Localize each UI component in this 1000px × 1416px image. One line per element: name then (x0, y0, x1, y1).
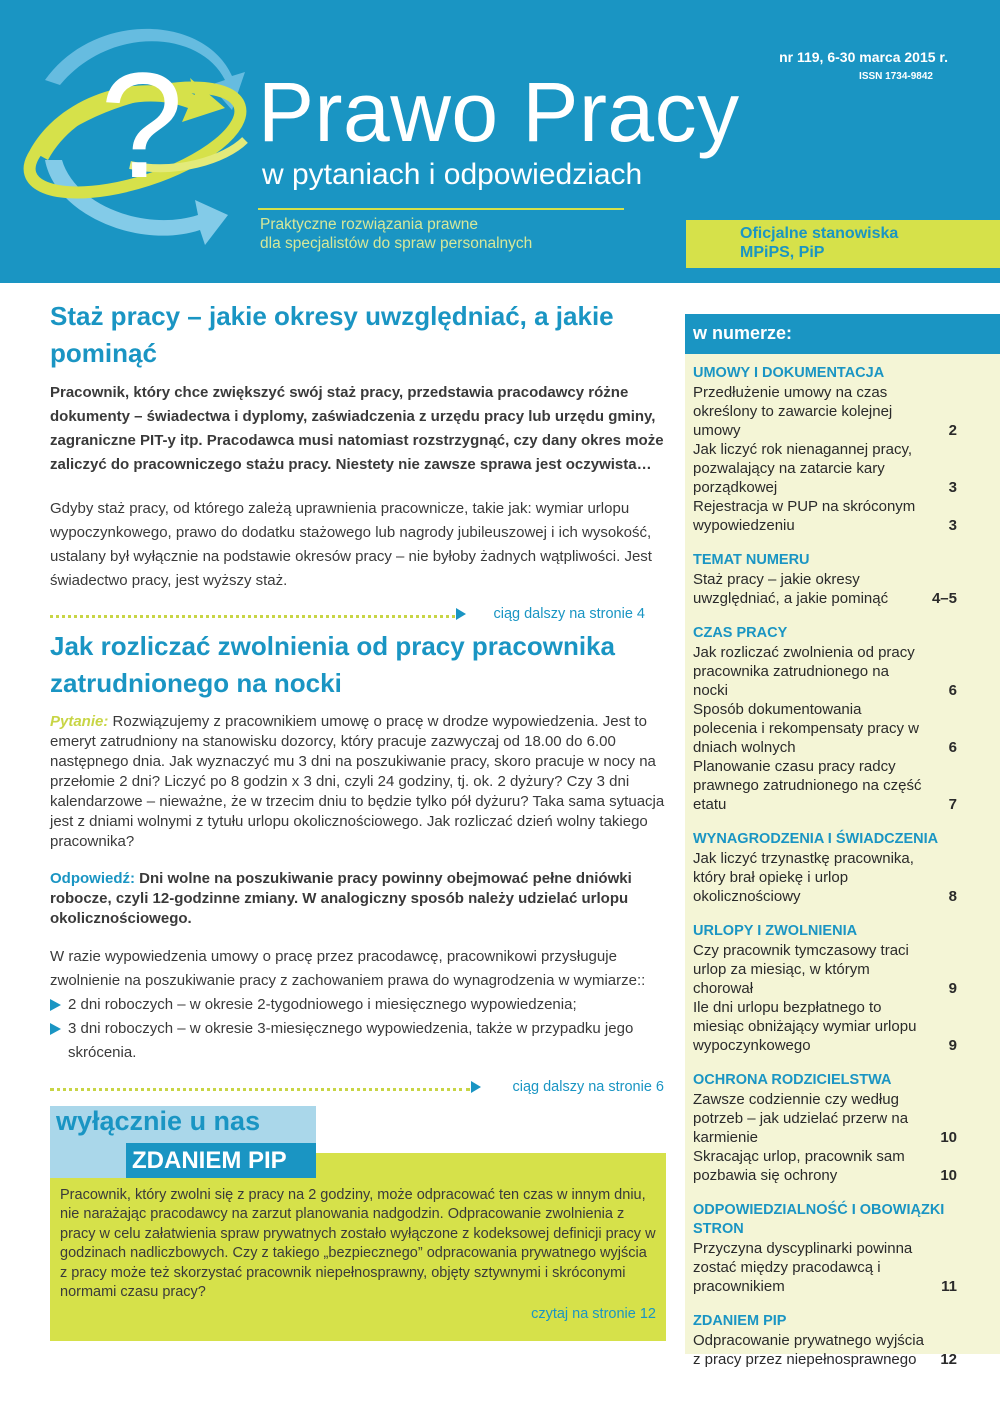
toc-item[interactable] (693, 849, 963, 906)
toc-item[interactable] (693, 941, 963, 998)
sidebar-heading: w numerze: (685, 314, 1000, 354)
article-1-body: Gdyby staż pracy, od którego zależą uprawnienia pracownicze, takie jak: wymiar urlopu wypoczynkowego, prawo do dodatku stażowego lub nagrody jubileuszowej i ich wysokość, ustalany był wyłącznie na podstawie okresów pracy – nie byłoby żadnych wątpliwości. Jest świadectwo pracy, jest wyższy staż. (50, 500, 652, 589)
toc-item-title: Odpracowanie prywatnego wyjścia z pracy przez niepełnosprawnego (693, 1332, 924, 1368)
article-1-continue-link[interactable] (50, 606, 666, 626)
toc-section-title: ODPOWIEDZIALNOŚĆ I OBOWIĄZKI STRON (693, 1202, 945, 1237)
pip-text: Pracownik, który zwolni się z pracy na 2 godziny, może odpracować ten czas w innym dniu, nie narażając pracodawcy na zarzut planowania nadgodzin. Odpracowanie zwolnienia z pracy w celu załatwienia spraw prywatnych zostało wyłączone z kodeksowej definicji pracy w godzinach nadliczbowych. Czy z takiego „bezpiecznego” odpracowania prywatnego wyjścia z pracy może też skorzystać pracownik niepełnosprawny, objęty sztywnymi i skróconymi normami czasu pracy? (60, 1187, 656, 1301)
toc-section-title: UMOWY I DOKUMENTACJA (693, 365, 885, 381)
toc-item-title: Jak liczyć rok nienagannej pracy, pozwalający na zatarcie kary porządkowej (693, 441, 912, 496)
article-1-title: Staż pracy – jakie okresy uwzględniać, a jakie pominąć (50, 301, 614, 368)
toc-item-title: Ile dni urlopu bezpłatnego to miesiąc obniżający wymiar urlopu wypoczynkowego (693, 999, 917, 1054)
arrow-right-icon (456, 608, 466, 620)
toc-item-title: Przyczyna dyscyplinarki powinna zostać między pracodawcą i pracownikiem (693, 1240, 913, 1295)
toc-page-number: 8 (948, 888, 957, 905)
toc-section-title: OCHRONA RODZICIELSTWA (693, 1072, 892, 1088)
toc-page-number: 10 (940, 1167, 957, 1184)
tagline (260, 215, 532, 253)
list-item-text: 3 dni roboczych – w okresie 3-miesięcznego wypowiedzenia, także w przypadku jego skrócenia. (68, 1020, 634, 1061)
toc-page-number: 7 (948, 796, 957, 813)
exclusive-label: wyłącznie u nas (56, 1106, 261, 1136)
publication-subtitle: w pytaniach i odpowiedziach (262, 158, 643, 191)
arrow-right-icon (471, 1081, 481, 1093)
toc-item-title: Zawsze codziennie czy według potrzeb – jak udzielać przerw na karmienie (693, 1091, 909, 1146)
toc-item-title: Sposób dokumentowania polecenia i rekompensaty pracy w dniach wolnych (693, 701, 919, 756)
answer-text: Dni wolne na poszukiwanie pracy powinny obejmować pełne dniówki robocze, czyli 12-godzinne zmiany. W analogiczny sposób należy udzielać urlopu okolicznościowego. (50, 870, 632, 927)
toc-section-title: URLOPY I ZWOLNIENIA (693, 923, 858, 939)
toc-item-title: Czy pracownik tymczasowy traci urlop za miesiąc, w którym chorował (693, 942, 909, 997)
toc-item[interactable] (693, 998, 963, 1055)
toc-item-title: Planowanie czasu pracy radcy prawnego zatrudnionego na część etatu (693, 758, 922, 813)
masthead (0, 0, 1000, 283)
article-2-title: Jak rozliczać zwolnienia od pracy pracownika zatrudnionego na nocki (50, 631, 615, 698)
toc-page-number: 11 (941, 1278, 957, 1295)
toc-page-number: 4–5 (931, 590, 957, 607)
toc-item[interactable] (693, 497, 963, 535)
article-2-answer (50, 869, 666, 929)
toc-item-title: Staż pracy – jakie okresy uwzględniać, a jakie pominąć (693, 571, 889, 607)
article-2-continue-link[interactable] (50, 1079, 666, 1099)
toc-item-title: Jak rozliczać zwolnienia od pracy pracownika zatrudnionego na nocki (693, 644, 915, 699)
pip-section-label: ZDANIEM PIP (126, 1143, 316, 1178)
tagline-line-2: dla specjalistów do spraw personalnych (260, 235, 533, 252)
toc-page-number: 3 (948, 479, 957, 496)
toc-section-title: TEMAT NUMERU (693, 552, 810, 568)
issn: ISSN 1734-9842 (859, 71, 933, 82)
toc-section-title: CZAS PRACY (693, 625, 788, 641)
table-of-contents (693, 364, 963, 1369)
toc-item[interactable] (693, 570, 963, 608)
list-item (50, 1017, 666, 1065)
toc-page-number: 2 (948, 422, 957, 439)
toc-item[interactable] (693, 1147, 963, 1185)
bullet-triangle-icon (50, 999, 61, 1011)
dotted-leader (50, 615, 455, 618)
list-item-text: 2 dni roboczych – w okresie 2-tygodniowego i miesięcznego wypowiedzenia; (68, 996, 577, 1013)
toc-item-title: Rejestracja w PUP na skróconym wypowiedzeniu (693, 498, 916, 534)
answer-label: Odpowiedź: (50, 870, 135, 887)
continue-text[interactable]: ciąg dalszy na stronie 6 (512, 1079, 664, 1095)
toc-page-number: 3 (948, 517, 957, 534)
toc-item-title: Jak liczyć trzynastkę pracownika, który brał opiekę i urlop okolicznościowy (693, 850, 914, 905)
toc-page-number: 12 (940, 1351, 957, 1368)
official-line-2: MPiPS, PiP (740, 244, 825, 261)
toc-item[interactable] (693, 1331, 963, 1369)
toc-page-number: 9 (948, 980, 957, 997)
question-label: Pytanie: (50, 713, 109, 730)
official-line-1: Oficjalne stanowiska (740, 225, 899, 242)
issue-number: nr 119, 6-30 marca 2015 r. (779, 49, 948, 65)
toc-item[interactable] (693, 440, 963, 497)
toc-page-number: 6 (948, 682, 957, 699)
publication-title: Prawo Pracy (258, 65, 740, 159)
title-divider (258, 208, 624, 210)
article-2-question (50, 712, 666, 852)
pip-read-more-link[interactable]: czytaj na stronie 12 (531, 1306, 656, 1322)
toc-section-title: WYNAGRODZENIA I ŚWIADCZENIA (693, 831, 939, 847)
list-item (50, 993, 666, 1017)
logo-question-mark: ? (100, 41, 184, 209)
dotted-leader (50, 1088, 470, 1091)
toc-item[interactable] (693, 383, 963, 440)
toc-item-title: Przedłużenie umowy na czas określony to zawarcie kolejnej umowy (693, 384, 893, 439)
toc-item[interactable] (693, 700, 963, 757)
toc-item[interactable] (693, 1090, 963, 1147)
toc-item[interactable] (693, 1239, 963, 1296)
official-positions-badge (686, 220, 1000, 268)
tagline-line-1: Praktyczne rozwiązania prawne (260, 216, 478, 233)
article-2-body: W razie wypowiedzenia umowy o pracę przez pracodawcę, pracownikowi przysługuje zwolnienie na poszukiwanie pracy z zachowaniem prawa do wynagrodzenia w wymiarze:: (50, 948, 646, 989)
toc-item-title: Skracając urlop, pracownik sam pozbawia się ochrony (693, 1148, 905, 1184)
article-1-lead: Pracownik, który chce zwiększyć swój staż pracy, przedstawia pracodawcy różne dokumenty – świadectwa i dyplomy, zaświadczenia z urzędu pracy lub urzędu gminy, zagraniczne PIT-y itp. Pracodawca musi natomiast rozstrzygnąć, czy dany okres może zaliczyć do pracowniczego stażu pracy. Niestety nie zawsze sprawa jest oczywista… (50, 384, 664, 473)
question-text: Rozwiązujemy z pracownikiem umowę o pracę w drodze wypowiedzenia. Jest to emeryt zatrudniony na stanowisku dozorcy, który pracuje zazwyczaj od 18.00 do 6.00 następnego dnia. Jak wyznaczyć mu 3 dni na poszukiwanie pracy, skoro pracuje w nocy na przełomie 2 dni? Liczyć po 8 godzin x 3 dni, czyli 24 godziny, tj. ok. 2 dyżury? Czy 3 dni kalendarzowe – nieważne, że w trzecim dniu to będzie tylko pół dyżuru? Taka sama sytuacja jest z dniami wolnymi z tytułu urlopu okolicznościowego. Jak rozliczać dzień wolny takiego pracownika? (50, 713, 665, 850)
toc-page-number: 6 (948, 739, 957, 756)
bullet-triangle-icon (50, 1023, 61, 1035)
toc-item[interactable] (693, 643, 963, 700)
toc-page-number: 9 (948, 1037, 957, 1054)
continue-text[interactable]: ciąg dalszy na stronie 4 (493, 606, 645, 622)
toc-section-title: ZDANIEM PIP (693, 1313, 787, 1329)
toc-item[interactable] (693, 757, 963, 814)
toc-page-number: 10 (940, 1129, 957, 1146)
